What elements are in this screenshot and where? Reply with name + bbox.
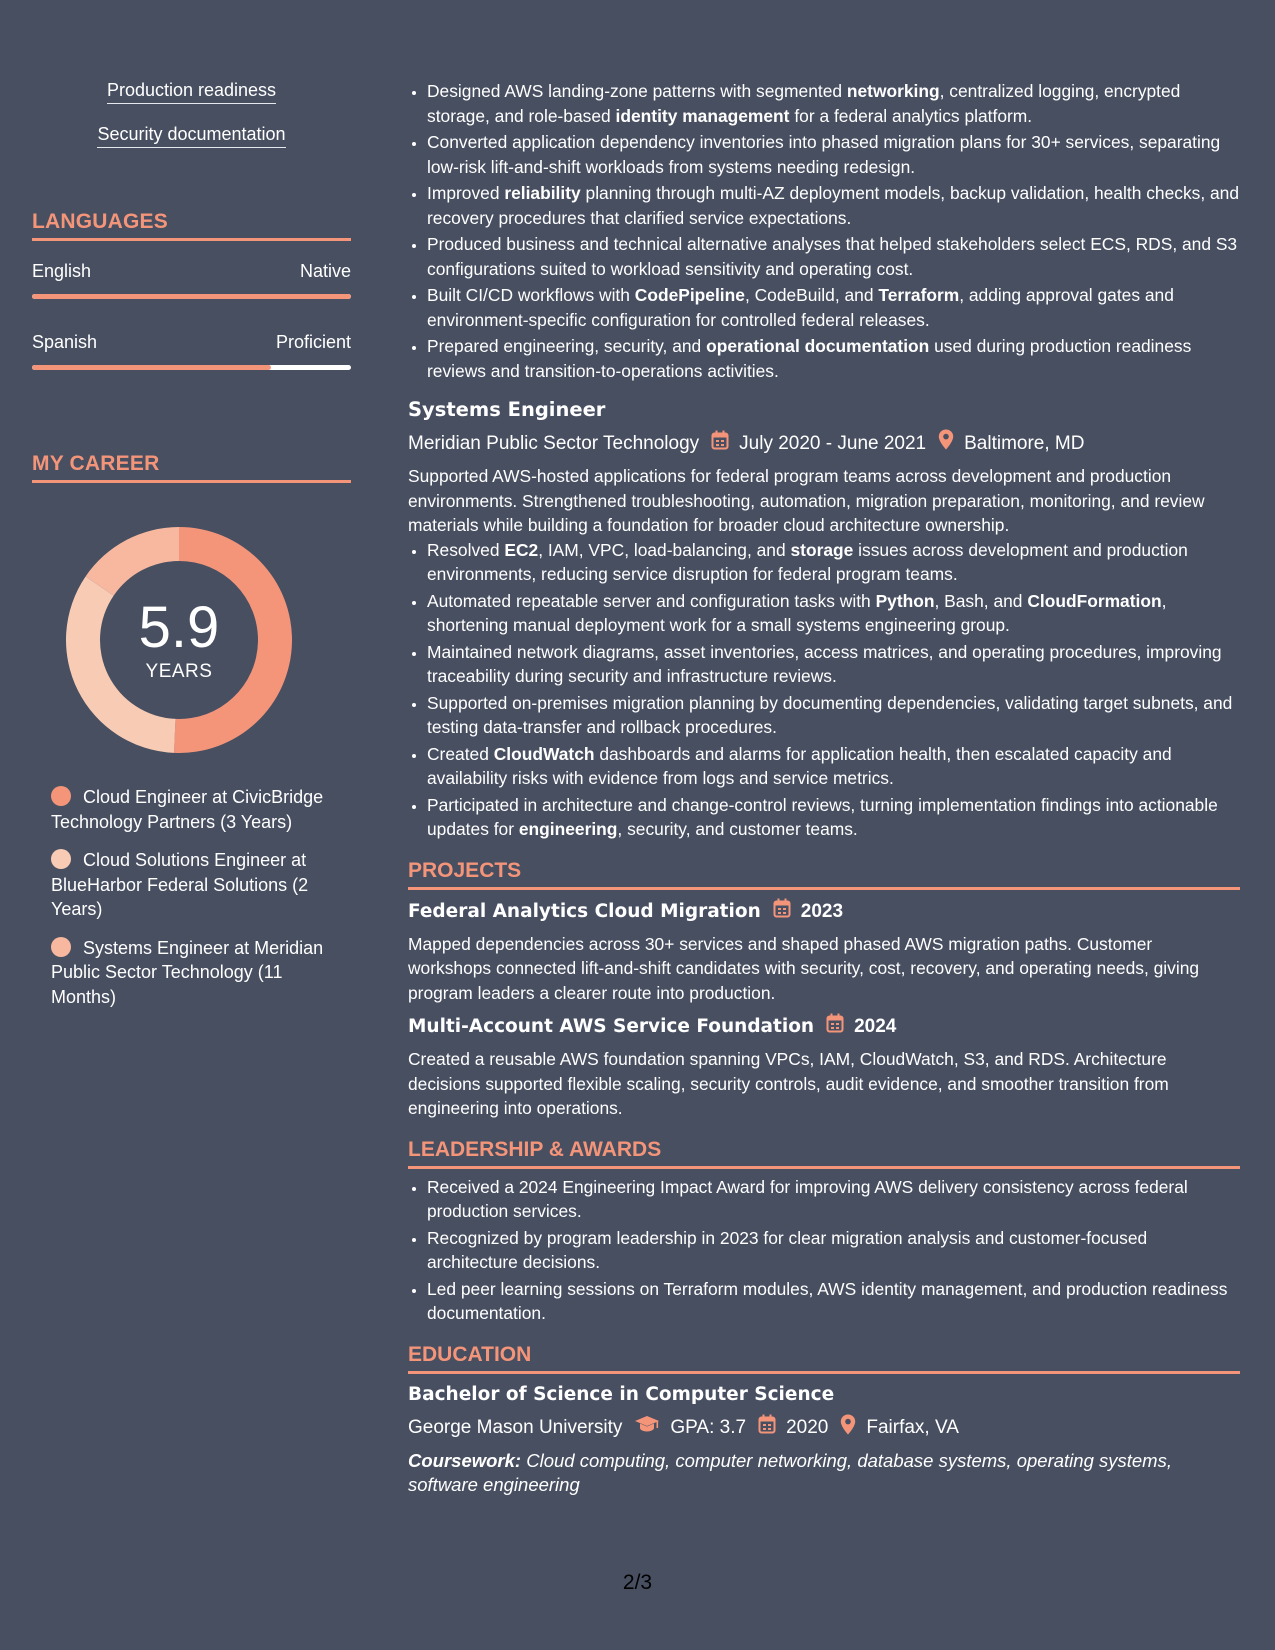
bold-keyword: networking (846, 81, 940, 101)
awards-section (408, 1138, 1240, 1326)
education-section (408, 1343, 1240, 1498)
award-item: • Recognized by program leadership in 2023 for clear migration analysis and customer-focused architecture decisions. (427, 1226, 1240, 1275)
graduation-cap-icon (634, 1415, 660, 1441)
award-item: • Led peer learning sessions on Terraform modules, AWS identity management, and production readiness documentation. (427, 1277, 1240, 1326)
project-entry (408, 1013, 1240, 1121)
project-year: 2024 (854, 1016, 897, 1037)
language-name: English (32, 261, 92, 281)
location-pin-icon (938, 429, 954, 458)
sidebar (32, 80, 351, 1007)
previous-role-bullet: • Built CI/CD workflows with CodePipeline, CodeBuild, and Terraform, adding approval gates and environment-specific configuration for controlled federal releases. (427, 283, 1240, 332)
previous-role-bullet: • Designed AWS landing-zone patterns with segmented networking, centralized logging, encrypted storage, and role-based identity management for a federal analytics platform. (427, 79, 1240, 128)
previous-role-bullet: • Improved reliability planning through multi-AZ deployment models, backup validation, health checks, and recovery procedures that clarified service expectations. (427, 181, 1240, 230)
calendar-icon (773, 898, 791, 926)
project-entry (408, 898, 1240, 1006)
job-bullet: • Maintained network diagrams, asset inventories, access matrices, and operating procedures, improving traceability during security and infrastructure reviews. (427, 640, 1240, 689)
project-name: Multi-Account AWS Service Foundation (408, 1016, 815, 1037)
award-item: • Received a 2024 Engineering Impact Award for improving AWS delivery consistency across federal production services. (427, 1175, 1240, 1224)
skill-links (32, 80, 351, 168)
education-title: EDUCATION (408, 1343, 1240, 1374)
project-year: 2023 (800, 900, 844, 922)
bold-keyword: storage (790, 539, 854, 560)
coursework-label: Coursework: (408, 1449, 522, 1471)
skill-link-production-readiness[interactable]: Production readiness (107, 80, 276, 104)
calendar-icon (758, 1414, 776, 1442)
language-bar-fill (32, 294, 351, 299)
projects-section (408, 859, 1240, 1121)
career-years-unit: YEARS (145, 661, 213, 682)
job-title: Systems Engineer (408, 398, 606, 421)
calendar-icon (711, 430, 729, 458)
language-row (32, 332, 351, 353)
education-meta (408, 1414, 1240, 1443)
bold-keyword: CodePipeline (634, 285, 745, 305)
languages-section (32, 210, 351, 370)
language-level: Native (299, 261, 351, 281)
bold-keyword: Terraform (878, 285, 960, 305)
career-legend-label: Cloud Engineer at CivicBridge Technology Partners (3 Years) (51, 787, 324, 832)
career-title: MY CAREER (32, 452, 351, 483)
job-company: Meridian Public Sector Technology (408, 432, 700, 454)
job-location: Baltimore, MD (964, 432, 1085, 454)
project-description: Created a reusable AWS foundation spanning VPCs, IAM, CloudWatch, S3, and RDS. Architecture decisions supported flexible scaling, security controls, audit evidence, and smoother transition from engineering into operations. (408, 1049, 1169, 1118)
main-content (408, 79, 1240, 1498)
language-row (32, 261, 351, 282)
bold-keyword: EC2 (504, 539, 539, 560)
job-bullet: • Created CloudWatch dashboards and alarms for application health, then escalated capacity and availability risks with evidence from logs and service metrics. (427, 742, 1240, 791)
location-pin-icon (840, 1414, 856, 1443)
job-bullet: • Automated repeatable server and configuration tasks with Python, Bash, and CloudFormation, shortening manual deployment work for a small systems engineering group. (427, 589, 1240, 638)
previous-role-bullets (408, 79, 1240, 383)
page-number: 2/3 (622, 1571, 653, 1594)
bold-keyword: identity management (615, 105, 790, 126)
education-coursework (408, 1449, 1240, 1498)
legend-dot-icon (51, 937, 71, 957)
job-meta (408, 429, 1240, 458)
projects-title: PROJECTS (408, 859, 1240, 890)
project-name: Federal Analytics Cloud Migration (408, 900, 761, 922)
job-bullet: • Participated in architecture and change-control reviews, turning implementation findings into actionable updates for engineering, security, and customer teams. (427, 793, 1240, 842)
career-total-years: 5.9 (138, 595, 220, 660)
awards-title: LEADERSHIP & AWARDS (408, 1138, 1240, 1169)
job-bullets (408, 538, 1240, 842)
education-location: Fairfax, VA (866, 1417, 959, 1438)
career-legend-item (51, 785, 341, 834)
experience-entry (408, 397, 1240, 842)
language-bar (32, 365, 351, 370)
education-school: George Mason University (408, 1417, 623, 1438)
bold-keyword: reliability (504, 183, 581, 203)
calendar-icon (826, 1013, 844, 1041)
bold-keyword: CloudWatch (493, 743, 595, 764)
bold-keyword: CloudFormation (1027, 590, 1162, 611)
career-legend-label: Cloud Solutions Engineer at BlueHarbor Federal Solutions (2 Years) (51, 850, 309, 919)
career-legend (51, 785, 341, 1009)
previous-role-bullet: • Produced business and technical alternative analyses that helped stakeholders select ECS, RDS, and S3 configurations suited to workload sensitivity and operating cost. (427, 232, 1240, 281)
career-legend-item (51, 936, 341, 1010)
coursework-list: Cloud computing, computer networking, database systems, operating systems, software engineering (408, 1449, 1172, 1495)
language-name: Spanish (32, 332, 98, 352)
skill-link-security-documentation[interactable]: Security documentation (97, 124, 285, 148)
career-legend-label: Systems Engineer at Meridian Public Sector Technology (11 Months) (51, 937, 324, 1007)
career-section (32, 452, 351, 1023)
job-bullet: • Supported on-premises migration planning by documenting dependencies, validating target subnets, and testing data-transfer and rollback procedures. (427, 691, 1240, 740)
previous-role-bullet: • Prepared engineering, security, and operational documentation used during production readiness reviews and transition-to-operations activities. (427, 334, 1240, 383)
awards-list (408, 1175, 1240, 1326)
language-bar (32, 294, 351, 299)
career-legend-item (51, 848, 341, 922)
career-donut (66, 527, 292, 753)
project-description: Mapped dependencies across 30+ services and shaped phased AWS migration paths. Customer workshops connected lift-and-shift candidates with security, cost, recovery, and operating needs, giving program leaders a clearer route into production. (408, 933, 1200, 1003)
bold-keyword: operational documentation (706, 336, 930, 356)
education-gpa: GPA: 3.7 (670, 1417, 747, 1438)
languages-title: LANGUAGES (32, 210, 351, 241)
bold-keyword: engineering (518, 819, 618, 839)
legend-dot-icon (51, 786, 71, 806)
language-bar-fill (32, 365, 271, 370)
job-summary: Supported AWS-hosted applications for federal program teams across development and production environments. Strengthened troubleshooting, automation, migration preparation, monitoring, and review materials while building a foundation for broader cloud architecture ownership. (408, 466, 1205, 535)
education-degree: Bachelor of Science in Computer Science (408, 1383, 835, 1405)
job-dates: July 2020 - June 2021 (739, 432, 927, 454)
language-level: Proficient (275, 332, 351, 352)
bold-keyword: Python (875, 590, 935, 611)
legend-dot-icon (51, 849, 71, 869)
previous-role-bullet: • Converted application dependency inventories into phased migration plans for 30+ services, separating low-risk lift-and-shift workloads from systems needing redesign. (427, 130, 1240, 179)
education-year: 2020 (786, 1417, 829, 1438)
job-bullet: • Resolved EC2, IAM, VPC, load-balancing, and storage issues across development and production environments, reducing service disruption for federal program teams. (427, 538, 1240, 587)
